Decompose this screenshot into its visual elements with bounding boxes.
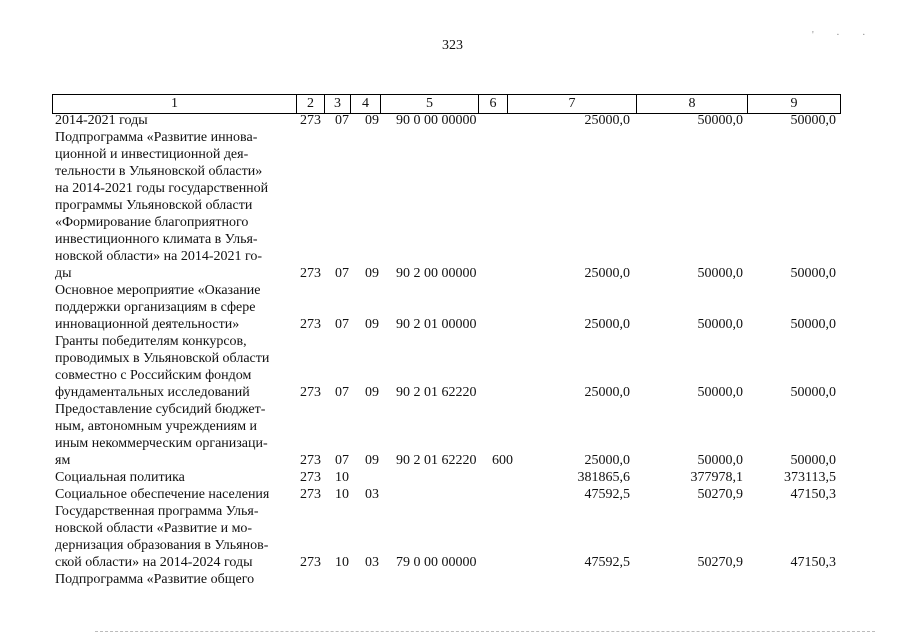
cell-c4: 03 (365, 555, 379, 570)
row-label-line: Предоставление субсидий бюджет- (55, 402, 266, 417)
row-label-line: ционной и инвестиционной дея- (55, 147, 249, 162)
cell-c8: 50000,0 (697, 453, 743, 468)
cell-c4: 09 (365, 266, 379, 281)
row-label-line: Государственная программа Улья- (55, 504, 259, 519)
corner-marks: ' · · (812, 30, 876, 41)
cell-c2: 273 (300, 266, 321, 281)
row-label (55, 401, 291, 469)
cell-c2: 273 (300, 487, 321, 502)
cell-c7: 25000,0 (584, 266, 630, 281)
row-label (55, 129, 291, 282)
cell-c5: 90 2 01 00000 (396, 317, 477, 332)
row-label (55, 486, 291, 503)
row-label-line: «Формирование благоприятного (55, 215, 249, 230)
row-label (55, 333, 291, 401)
bottom-rule (95, 631, 875, 632)
cell-c8: 50270,9 (697, 487, 743, 502)
cell-c3: 07 (335, 317, 349, 332)
row-label (55, 571, 291, 588)
cell-c5: 79 0 00 00000 (396, 555, 477, 570)
row-label-line: на 2014-2021 годы государственной (55, 181, 269, 196)
page-number: 323 (442, 38, 463, 53)
header-col-4: 4 (351, 95, 381, 113)
cell-c8: 377978,1 (690, 470, 743, 485)
row-label-line: инновационной деятельности» (55, 317, 240, 332)
cell-c5: 90 2 00 00000 (396, 266, 477, 281)
cell-c7: 47592,5 (584, 487, 630, 502)
cell-c9: 50000,0 (790, 266, 836, 281)
cell-c5: 90 2 01 62220 (396, 453, 477, 468)
cell-c9: 50000,0 (790, 317, 836, 332)
cell-c5: 90 0 00 00000 (396, 113, 477, 128)
cell-c4: 09 (365, 453, 379, 468)
cell-c3: 07 (335, 453, 349, 468)
cell-c9: 50000,0 (790, 113, 836, 128)
cell-c8: 50000,0 (697, 113, 743, 128)
cell-c2: 273 (300, 555, 321, 570)
row-label-line: новской области» на 2014-2021 го- (55, 249, 263, 264)
row-label-line: инвестиционного климата в Улья- (55, 232, 258, 247)
header-col-3: 3 (325, 95, 351, 113)
row-label (55, 503, 291, 571)
row-label-line: Социальная политика (55, 470, 185, 485)
row-label-line: новской области «Развитие и мо- (55, 521, 253, 536)
row-label-line: ным, автономным учреждениям и (55, 419, 258, 434)
cell-c7: 25000,0 (584, 317, 630, 332)
header-col-9: 9 (748, 95, 841, 113)
cell-c2: 273 (300, 385, 321, 400)
cell-c9: 50000,0 (790, 385, 836, 400)
header-col-8: 8 (637, 95, 748, 113)
header-col-6: 6 (479, 95, 508, 113)
cell-c8: 50000,0 (697, 385, 743, 400)
row-label-line: программы Ульяновской области (55, 198, 253, 213)
row-label-line: 2014-2021 годы (55, 113, 148, 128)
cell-c7: 25000,0 (584, 453, 630, 468)
cell-c5: 90 2 01 62220 (396, 385, 477, 400)
row-label-line: ям (55, 453, 71, 468)
row-label-line: Социальное обеспечение населения (55, 487, 270, 502)
cell-c7: 25000,0 (584, 113, 630, 128)
header-col-7: 7 (508, 95, 637, 113)
cell-c3: 07 (335, 113, 349, 128)
cell-c9: 47150,3 (790, 487, 836, 502)
cell-c3: 07 (335, 266, 349, 281)
cell-c8: 50000,0 (697, 266, 743, 281)
cell-c4: 09 (365, 385, 379, 400)
row-label-line: совместно с Российским фондом (55, 368, 252, 383)
cell-c3: 07 (335, 385, 349, 400)
cell-c9: 47150,3 (790, 555, 836, 570)
row-label-line: Подпрограмма «Развитие иннова- (55, 130, 258, 145)
cell-c9: 373113,5 (784, 470, 836, 485)
cell-c3: 10 (335, 487, 349, 502)
row-label-line: тельности в Ульяновской области» (55, 164, 263, 179)
header-col-1: 1 (53, 95, 297, 113)
row-label-line: ской области» на 2014-2024 годы (55, 555, 253, 570)
cell-c7: 381865,6 (577, 470, 630, 485)
row-label-line: иным некоммерческим организаци- (55, 436, 268, 451)
table-header (52, 94, 841, 114)
row-label-line: Гранты победителям конкурсов, (55, 334, 247, 349)
cell-c3: 10 (335, 555, 349, 570)
row-label-line: ды (55, 266, 72, 281)
row-label (55, 469, 291, 486)
cell-c2: 273 (300, 470, 321, 485)
header-col-5: 5 (381, 95, 479, 113)
cell-c2: 273 (300, 317, 321, 332)
cell-c2: 273 (300, 453, 321, 468)
cell-c4: 03 (365, 487, 379, 502)
header-col-2: 2 (297, 95, 325, 113)
cell-c7: 47592,5 (584, 555, 630, 570)
cell-c6: 600 (492, 453, 513, 468)
cell-c8: 50270,9 (697, 555, 743, 570)
cell-c3: 10 (335, 470, 349, 485)
row-label-line: Подпрограмма «Развитие общего (55, 572, 255, 587)
cell-c2: 273 (300, 113, 321, 128)
cell-c7: 25000,0 (584, 385, 630, 400)
cell-c9: 50000,0 (790, 453, 836, 468)
row-label-line: проводимых в Ульяновской области (55, 351, 270, 366)
row-label (55, 282, 291, 333)
cell-c4: 09 (365, 317, 379, 332)
row-label (55, 112, 291, 129)
row-label-line: Основное мероприятие «Оказание (55, 283, 261, 298)
row-label-line: поддержки организациям в сфере (55, 300, 256, 315)
cell-c4: 09 (365, 113, 379, 128)
row-label-line: фундаментальных исследований (55, 385, 250, 400)
cell-c8: 50000,0 (697, 317, 743, 332)
row-label-line: дернизация образования в Ульянов- (55, 538, 269, 553)
